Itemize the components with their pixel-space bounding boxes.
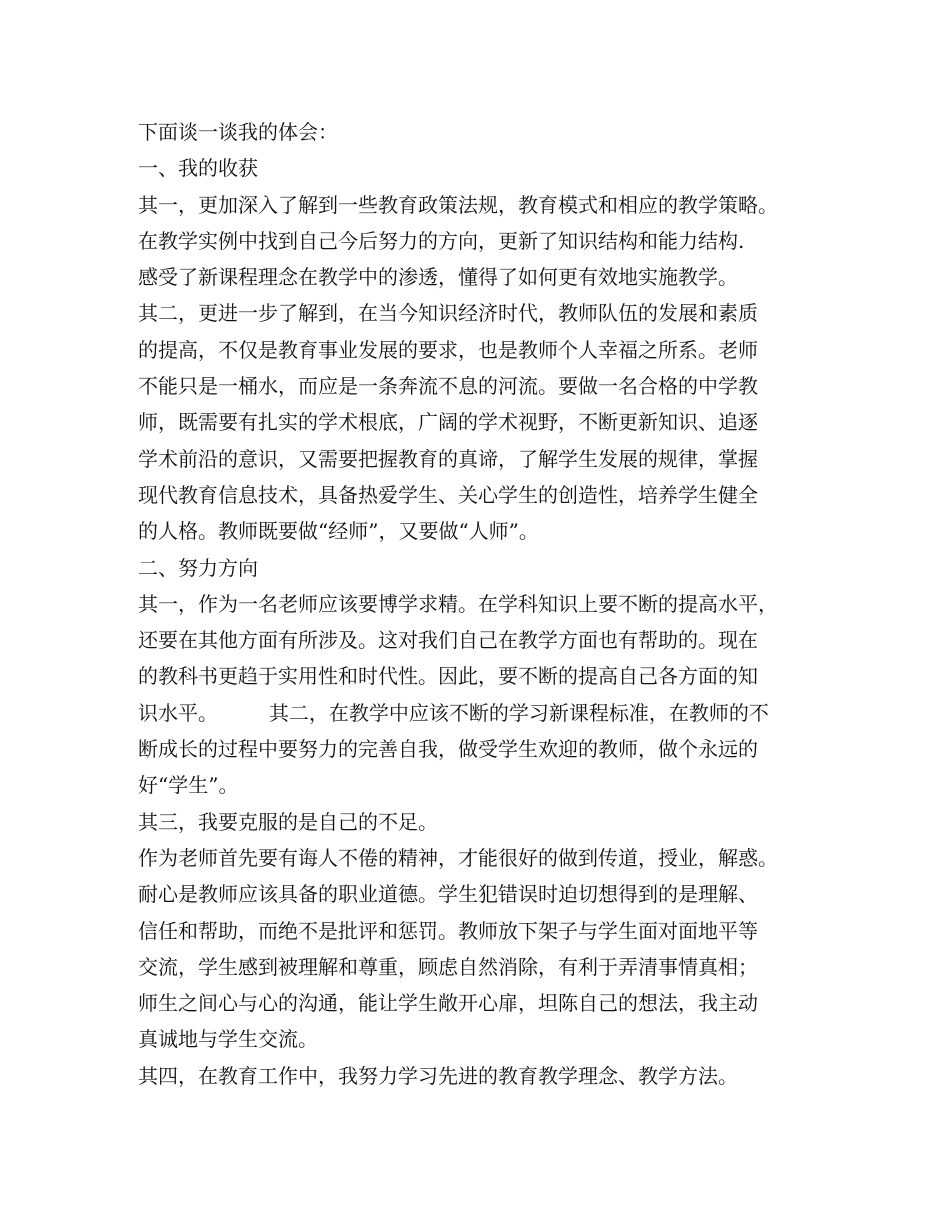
text-line: 的提高，不仅是教育事业发展的要求，也是教师个人幸福之所系。老师 bbox=[138, 337, 758, 362]
text-line: 师生之间心与心的沟通，能让学生敞开心扉，坦陈自己的想法，我主动 bbox=[138, 991, 758, 1016]
text-line: 其三，我要克服的是自己的不足。 bbox=[138, 809, 438, 834]
text-line: 师，既需要有扎实的学术根底，广阔的学术视野，不断更新知识、追逐 bbox=[138, 410, 758, 435]
text-line: 识水平。 其二，在教学中应该不断的学习新课程标准，在教师的不 bbox=[138, 700, 769, 725]
text-line: 的人格。教师既要做“经师”，又要做“人师”。 bbox=[138, 519, 539, 544]
text-line: 其二，更进一步了解到，在当今知识经济时代，教师队伍的发展和素质 bbox=[138, 301, 758, 326]
text-line: 感受了新课程理念在教学中的渗透，懂得了如何更有效地实施教学。 bbox=[138, 265, 738, 290]
text-line: 信任和帮助，而绝不是批评和惩罚。教师放下架子与学生面对面地平等 bbox=[138, 918, 758, 943]
document-body bbox=[138, 114, 838, 1094]
section-heading: 一、我的收获 bbox=[138, 156, 258, 181]
text-line: 耐心是教师应该具备的职业道德。学生犯错误时迫切想得到的是理解、 bbox=[138, 882, 758, 907]
text-line: 其四，在教育工作中，我努力学习先进的教育教学理念、教学方法。 bbox=[138, 1063, 738, 1088]
text-line: 其一，作为一名老师应该要博学求精。在学科知识上要不断的提高水平， bbox=[138, 591, 778, 616]
section-heading: 二、努力方向 bbox=[138, 555, 258, 580]
text-line: 现代教育信息技术，具备热爱学生、关心学生的创造性，培养学生健全 bbox=[138, 482, 758, 507]
text-line: 还要在其他方面有所涉及。这对我们自己在教学方面也有帮助的。现在 bbox=[138, 628, 758, 653]
text-line: 交流，学生感到被理解和尊重，顾虑自然消除，有利于弄清事情真相； bbox=[138, 954, 758, 979]
text-line: 学术前沿的意识，又需要把握教育的真谛，了解学生发展的规律，掌握 bbox=[138, 446, 758, 471]
text-line: 其一，更加深入了解到一些教育政策法规，教育模式和相应的教学策略。 bbox=[138, 192, 778, 217]
text-line: 真诚地与学生交流。 bbox=[138, 1027, 318, 1052]
text-line: 作为老师首先要有诲人不倦的精神，才能很好的做到传道，授业，解惑。 bbox=[138, 845, 778, 870]
text-line: 的教科书更趋于实用性和时代性。因此，要不断的提高自己各方面的知 bbox=[138, 664, 758, 689]
text-line: 下面谈一谈我的体会： bbox=[138, 120, 338, 144]
text-line: 好“学生”。 bbox=[138, 773, 239, 798]
text-line: 断成长的过程中要努力的完善自我，做受学生欢迎的教师，做个永远的 bbox=[138, 737, 758, 762]
text-line: 不能只是一桶水，而应是一条奔流不息的河流。要做一名合格的中学教 bbox=[138, 374, 758, 399]
text-line: 在教学实例中找到自己今后努力的方向，更新了知识结构和能力结构. bbox=[138, 228, 745, 253]
